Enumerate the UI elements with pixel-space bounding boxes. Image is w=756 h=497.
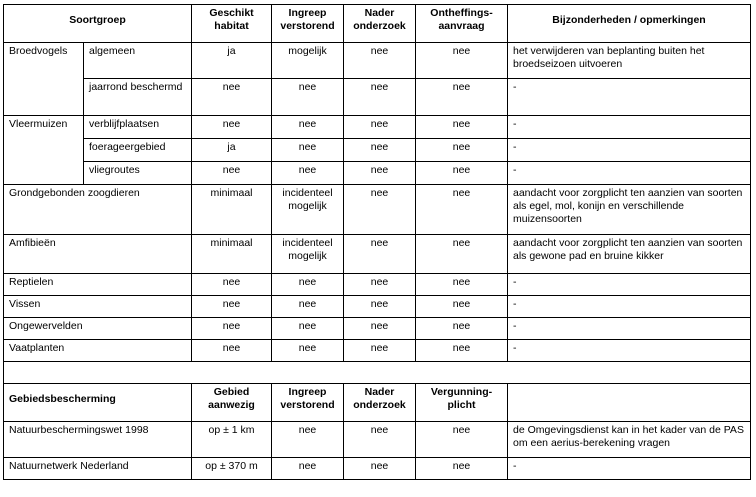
cell-note: - xyxy=(508,162,751,185)
cell-note: - xyxy=(508,296,751,318)
cell-habitat: nee xyxy=(192,296,272,318)
cell-ingreep: nee xyxy=(272,296,344,318)
cell-ontheffing: nee xyxy=(416,296,508,318)
gebied-header-row xyxy=(4,384,751,422)
row-subgroup-label: algemeen xyxy=(84,43,192,79)
species-protection-table xyxy=(3,4,751,480)
cell-note: - xyxy=(508,139,751,162)
cell-habitat: ja xyxy=(192,139,272,162)
row-group-label: Broedvogels xyxy=(4,43,84,116)
row-group-label: Natuurnetwerk Nederland xyxy=(4,458,192,480)
cell-ontheffing: nee xyxy=(416,139,508,162)
cell-note: aandacht voor zorgplicht ten aanzien van soorten als gewone pad en bruine kikker xyxy=(508,235,751,274)
cell-nader: nee xyxy=(344,139,416,162)
row-group-label: Natuurbeschermingswet 1998 xyxy=(4,422,192,458)
cell-ontheffing: nee xyxy=(416,79,508,116)
cell-ingreep: nee xyxy=(272,422,344,458)
cell-ontheffing: nee xyxy=(416,43,508,79)
table-row xyxy=(4,422,751,458)
cell-ingreep: incidenteel mogelijk xyxy=(272,185,344,235)
soortgroep-header-row xyxy=(4,5,751,43)
header-nader-onderzoek: Nader onderzoek xyxy=(344,5,416,43)
row-subgroup-label: foerageergebied xyxy=(84,139,192,162)
cell-nader: nee xyxy=(344,235,416,274)
cell-ingreep: nee xyxy=(272,79,344,116)
header-vergunningplicht: Vergunning-plicht xyxy=(416,384,508,422)
cell-ingreep: nee xyxy=(272,340,344,362)
table-row xyxy=(4,162,751,185)
cell-note: de Omgevingsdienst kan in het kader van de PAS om een aerius-berekening vragen xyxy=(508,422,751,458)
table-row xyxy=(4,458,751,480)
cell-habitat: nee xyxy=(192,79,272,116)
cell-nader: nee xyxy=(344,43,416,79)
cell-ingreep: mogelijk xyxy=(272,43,344,79)
cell-note: - xyxy=(508,340,751,362)
header-gebiedsbescherming: Gebiedsbescherming xyxy=(4,384,192,422)
cell-aanwezig: op ± 1 km xyxy=(192,422,272,458)
cell-habitat: minimaal xyxy=(192,185,272,235)
cell-nader: nee xyxy=(344,185,416,235)
table-row xyxy=(4,116,751,139)
cell-ingreep: nee xyxy=(272,274,344,296)
row-group-label: Ongewervelden xyxy=(4,318,192,340)
table-row xyxy=(4,185,751,235)
header-ontheffingsaanvraag: Ontheffings-aanvraag xyxy=(416,5,508,43)
row-group-label: Reptielen xyxy=(4,274,192,296)
cell-ingreep: nee xyxy=(272,116,344,139)
table-row xyxy=(4,296,751,318)
cell-note: aandacht voor zorgplicht ten aanzien van soorten als egel, mol, konijn en verschillende muizensoorten xyxy=(508,185,751,235)
header-bijzonderheden: Bijzonderheden / opmerkingen xyxy=(508,5,751,43)
table-row xyxy=(4,340,751,362)
cell-habitat: nee xyxy=(192,162,272,185)
cell-ingreep: nee xyxy=(272,318,344,340)
cell-habitat: ja xyxy=(192,43,272,79)
cell-habitat: nee xyxy=(192,274,272,296)
cell-note: - xyxy=(508,274,751,296)
cell-nader: nee xyxy=(344,318,416,340)
cell-note: - xyxy=(508,458,751,480)
cell-ingreep: nee xyxy=(272,458,344,480)
row-group-label: Vleermuizen xyxy=(4,116,84,185)
header-ingreep-verstorend: Ingreep verstorend xyxy=(272,384,344,422)
table-row xyxy=(4,79,751,116)
row-subgroup-label: verblijfplaatsen xyxy=(84,116,192,139)
cell-note: - xyxy=(508,318,751,340)
table-row xyxy=(4,274,751,296)
cell-note: het verwijderen van beplanting buiten het broedseizoen uitvoeren xyxy=(508,43,751,79)
header-nader-onderzoek: Nader onderzoek xyxy=(344,384,416,422)
row-group-label: Amfibieën xyxy=(4,235,192,274)
cell-ontheffing: nee xyxy=(416,162,508,185)
header-bijzonderheden-empty xyxy=(508,384,751,422)
cell-habitat: minimaal xyxy=(192,235,272,274)
cell-nader: nee xyxy=(344,458,416,480)
spacer-row xyxy=(4,362,751,384)
header-gebied-aanwezig: Gebied aanwezig xyxy=(192,384,272,422)
header-geschikt-habitat: Geschikt habitat xyxy=(192,5,272,43)
cell-habitat: nee xyxy=(192,116,272,139)
cell-nader: nee xyxy=(344,296,416,318)
cell-ingreep: nee xyxy=(272,139,344,162)
cell-ingreep: nee xyxy=(272,162,344,185)
cell-ontheffing: nee xyxy=(416,185,508,235)
cell-ontheffing: nee xyxy=(416,116,508,139)
cell-nader: nee xyxy=(344,116,416,139)
cell-vergunning: nee xyxy=(416,422,508,458)
cell-note: - xyxy=(508,116,751,139)
cell-note: - xyxy=(508,79,751,116)
row-group-label: Vissen xyxy=(4,296,192,318)
header-ingreep-verstorend: Ingreep verstorend xyxy=(272,5,344,43)
cell-ontheffing: nee xyxy=(416,340,508,362)
cell-nader: nee xyxy=(344,340,416,362)
row-subgroup-label: vliegroutes xyxy=(84,162,192,185)
table-row xyxy=(4,318,751,340)
cell-habitat: nee xyxy=(192,340,272,362)
table-row xyxy=(4,43,751,79)
cell-nader: nee xyxy=(344,274,416,296)
spacer-cell xyxy=(4,362,751,384)
table-row xyxy=(4,235,751,274)
cell-nader: nee xyxy=(344,422,416,458)
table-row xyxy=(4,139,751,162)
cell-ontheffing: nee xyxy=(416,235,508,274)
cell-ingreep: incidenteel mogelijk xyxy=(272,235,344,274)
row-group-label: Vaatplanten xyxy=(4,340,192,362)
row-group-label: Grondgebonden zoogdieren xyxy=(4,185,192,235)
cell-habitat: nee xyxy=(192,318,272,340)
cell-ontheffing: nee xyxy=(416,318,508,340)
row-subgroup-label: jaarrond beschermd xyxy=(84,79,192,116)
cell-ontheffing: nee xyxy=(416,274,508,296)
cell-vergunning: nee xyxy=(416,458,508,480)
header-soortgroep: Soortgroep xyxy=(4,5,192,43)
cell-nader: nee xyxy=(344,162,416,185)
cell-nader: nee xyxy=(344,79,416,116)
cell-aanwezig: op ± 370 m xyxy=(192,458,272,480)
